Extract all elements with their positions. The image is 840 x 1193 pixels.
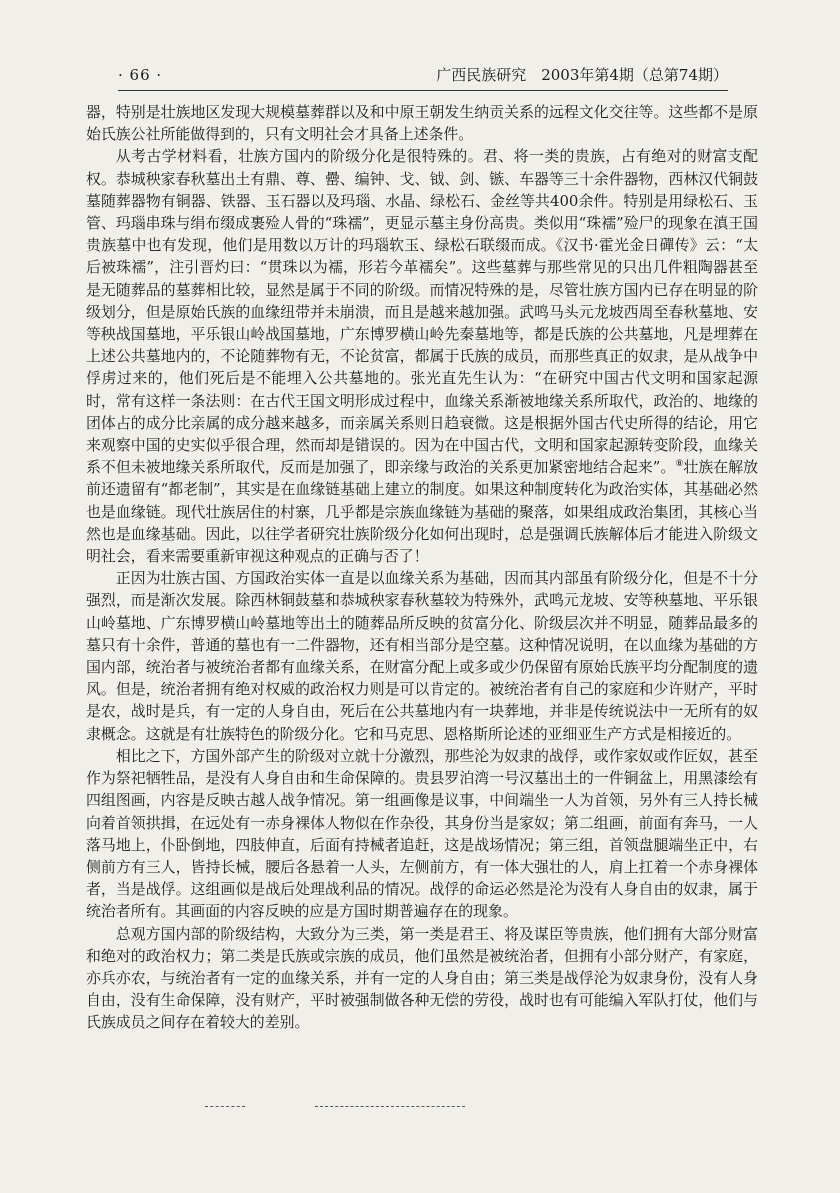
scan-mark-left: [205, 1106, 245, 1108]
running-header: [118, 64, 728, 91]
paragraph-2-text-a: 从考古学材料看，壮族方国内的阶级分化是很特殊的。君、将一类的贵族，占有绝对的财富支配权。恭城秧家春秋墓出土有鼎、尊、罍、编钟、戈、钺、剑、镞、车器等三十余件器物，西林汉代铜鼓墓随葬器物有铜器、铁器、玉石器以及玛瑙、水晶、绿松石、金丝等共400余件。特别是用绿松石、玉管、玛瑙串珠与绢布缀成裹殓人骨的“珠襦”，更显示墓主身份高贵。类似用“珠襦”殓尸的现象在滇王国贵族墓中也有发现，他们是用数以万计的玛瑙软玉、绿松石联缀而成。《汉书·霍光金日磾传》云：“太后被珠襦”，注引晋灼曰：“贯珠以为襦，形若今革襦矣”。这些墓葬与那些常见的只出几件粗陶器甚至是无随葬品的墓葬相比较，显然是属于不同的阶级。而情况特殊的是，尽管壮族方国内已存在明显的阶级划分，但是原始氏族的血缘纽带并未崩溃，而且是越来越加强。武鸣马头元龙坡西周至春秋墓地、安等秧战国墓地，平乐银山岭战国墓地，广东博罗横山岭先秦墓地等，都是氏族的公共墓地，凡是埋葬在上述公共墓地内的，不论随葬物有无，不论贫富，都属于氏族的成员，而那些真正的奴隶，是从战争中俘虏过来的，他们死后是不能埋入公共墓地的。张光直先生认为：“在研究中国古代文明和国家起源时，常有这样一条法则：在古代王国文明形成过程中，血缘关系渐被地缘关系所取代，政治的、地缘的团体占的成分比亲属的成分越来越多，而亲属关系则日趋衰微。这是根据外国古代史所得的结论，用它来观察中国的史实似乎很合理，然而却是错误的。因为在中国古代，文明和国家起源转变阶段，血缘关系不但未被地缘关系所取代，反而是加强了，即亲缘与政治的关系更加紧密地结合起来”。: [86, 147, 758, 477]
article-body: [86, 101, 758, 1034]
page-number: · 66 ·: [118, 66, 163, 84]
paragraph-3: 正因为壮族古国、方国政治实体一直是以血缘关系为基础，因而其内部虽有阶级分化，但是不十分强烈，而是渐次发展。除西林铜鼓墓和恭城秧家春秋墓较为特殊外，武鸣元龙坡、安等秧墓地、平乐银山岭墓地、广东博罗横山岭墓地等出土的随葬品所反映的贫富分化、阶级层次并不明显，随葬品最多的墓只有十余件，普通的墓也有一二件器物，还有相当部分是空墓。这种情况说明，在以血缘为基础的方国内部，统治者与被统治者都有血缘关系，在财富分配上或多或少仍保留有原始氏族平均分配制度的遗风。但是，统治者拥有绝对权威的政治权力则是可以肯定的。被统治者有自己的家庭和少许财产，平时是农，战时是兵，有一定的人身自由，死后在公共墓地内有一块葬地，并非是传统说法中一无所有的奴隶概念。这就是有壮族特色的阶级分化。它和马克思、恩格斯所论述的亚细亚生产方式是相接近的。: [86, 569, 758, 743]
paragraph-2: [86, 145, 758, 567]
paragraph-continued: 器，特别是壮族地区发现大规模墓葬群以及和中原王朝发生纳贡关系的远程文化交往等。这些都不是原始氏族公社所能做得到的，只有文明社会才具备上述条件。: [86, 103, 758, 144]
paragraph-4: 相比之下，方国外部产生的阶级对立就十分激烈，那些沦为奴隶的战俘，或作家奴或作匠奴，甚至作为祭祀牺牲品，是没有人身自由和生命保障的。贵县罗泊湾一号汉墓出土的一件铜盆上，用黑漆绘有四组图画，内容是反映古越人战争情况。第一组画像是议事，中间端坐一人为首领，另外有三人持长械向着首领拱揖，在远处有一赤身裸体人物似在作杂役，其身份当是家奴；第二组画，前面有奔马，一人落马地上，仆卧倒地，四肢伸直，后面有持械者追赶，这是战场情况；第三组，首领盘腿端坐正中，右侧前方有三人，皆持长械，腰后各悬着一人头，左侧前方，有一体大强壮的人，肩上扛着一个赤身裸体者，当是战俘。这组画似是战后处理战利品的情况。战俘的命运必然是沦为没有人身自由的奴隶，属于统治者所有。其画面的内容反映的应是方国时期普遍存在的现象。: [86, 746, 758, 921]
paragraph-5: 总观方国内部的阶级结构，大致分为三类，第一类是君王、将及谋臣等贵族，他们拥有大部分财富和绝对的政治权力；第二类是氏族或宗族的成员，他们虽然是被统治者，但拥有小部分财产，有家庭，亦兵亦农，与统治者有一定的血缘关系，并有一定的人身自由；第三类是战俘沦为奴隶身份，没有人身自由，没有生命保障，没有财产，平时被强制做各种无偿的劳役，战时也有可能编入军队打仗，他们与氏族成员之间存在着较大的差别。: [86, 924, 758, 1032]
footnote-marker: ⑧: [675, 459, 684, 470]
scan-mark-center: [315, 1106, 465, 1108]
paragraph-2-text-b: 壮族在解放前还遗留有“都老制”，其实是在血缘链基础上建立的制度。如果这种制度转化为政治实体，其基础必然也是血缘链。现代壮族居住的村寨，几乎都是宗族血缘链为基础的聚落，如果组成政治集团，其核心当然也是血缘基础。因此，以往学者研究壮族阶级分化如何出现时，总是强调氏族解体后才能进入阶级文明社会，看来需要重新审视这种观点的正确与否了！: [86, 458, 758, 566]
journal-title: 广西民族研究 2003年第4期（总第74期）: [436, 66, 728, 84]
